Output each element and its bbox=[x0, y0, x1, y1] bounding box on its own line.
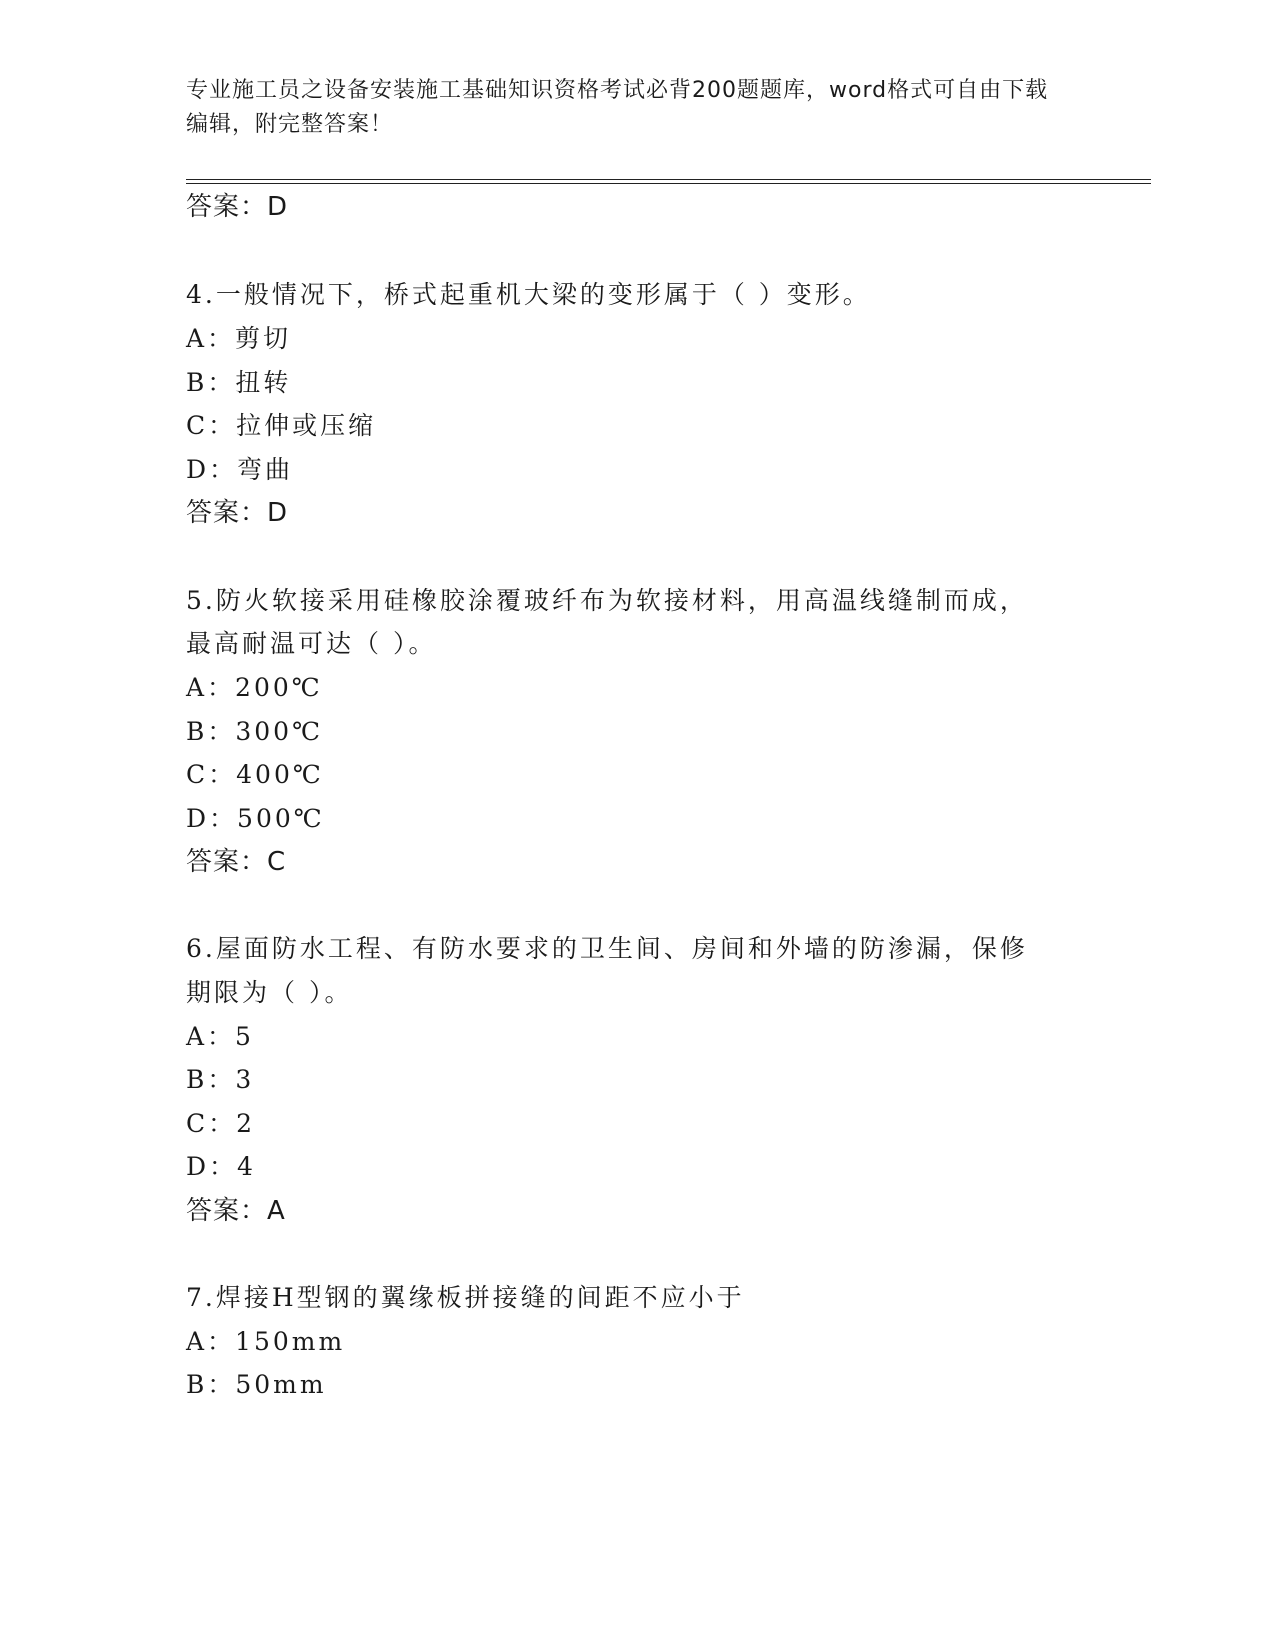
question-6-option-a: A：5 bbox=[186, 1022, 254, 1051]
question-4-answer: 答案：D bbox=[186, 498, 289, 528]
question-5-option-b: B：300℃ bbox=[186, 717, 324, 746]
question-7-text: 7.焊接H型钢的翼缘板拼接缝的间距不应小于 bbox=[186, 1283, 745, 1312]
question-6-text-line2: 期限为（ ）。 bbox=[186, 978, 353, 1007]
question-6-text-line1: 6.屋面防水工程、有防水要求的卫生间、房间和外墙的防渗漏，保修 bbox=[186, 934, 1028, 963]
question-5-option-d: D：500℃ bbox=[186, 804, 325, 833]
question-7-option-b: B：50mm bbox=[186, 1370, 327, 1399]
question-4-option-a: A：剪切 bbox=[186, 324, 292, 353]
question-5-option-a: A：200℃ bbox=[186, 673, 323, 702]
question-5-text-line2: 最高耐温可达（ ）。 bbox=[186, 629, 437, 658]
question-4-option-d: D：弯曲 bbox=[186, 455, 294, 484]
header-divider-bottom bbox=[186, 183, 1151, 184]
question-5-text-line1: 5.防火软接采用硅橡胶涂覆玻纤布为软接材料，用高温线缝制而成， bbox=[186, 586, 1028, 615]
question-4-text: 4.一般情况下，桥式起重机大梁的变形属于（ ）变形。 bbox=[186, 280, 871, 309]
question-5-option-c: C：400℃ bbox=[186, 760, 324, 789]
header-divider-top bbox=[186, 179, 1151, 180]
question-6-answer: 答案：A bbox=[186, 1196, 286, 1226]
question-7-option-a: A：150mm bbox=[186, 1327, 346, 1356]
question-6-option-c: C：2 bbox=[186, 1109, 256, 1138]
question-6-option-b: B：3 bbox=[186, 1065, 255, 1094]
question-4-option-b: B：扭转 bbox=[186, 368, 292, 397]
question-6-option-d: D：4 bbox=[186, 1152, 256, 1181]
document-header-title: 专业施工员之设备安装施工基础知识资格考试必背200题题库，word格式可自由下载编辑，附完整答案！ bbox=[186, 78, 1049, 137]
question-5-answer: 答案：C bbox=[186, 847, 287, 877]
previous-answer: 答案：D bbox=[186, 192, 289, 222]
question-4-option-c: C：拉伸或压缩 bbox=[186, 411, 377, 440]
